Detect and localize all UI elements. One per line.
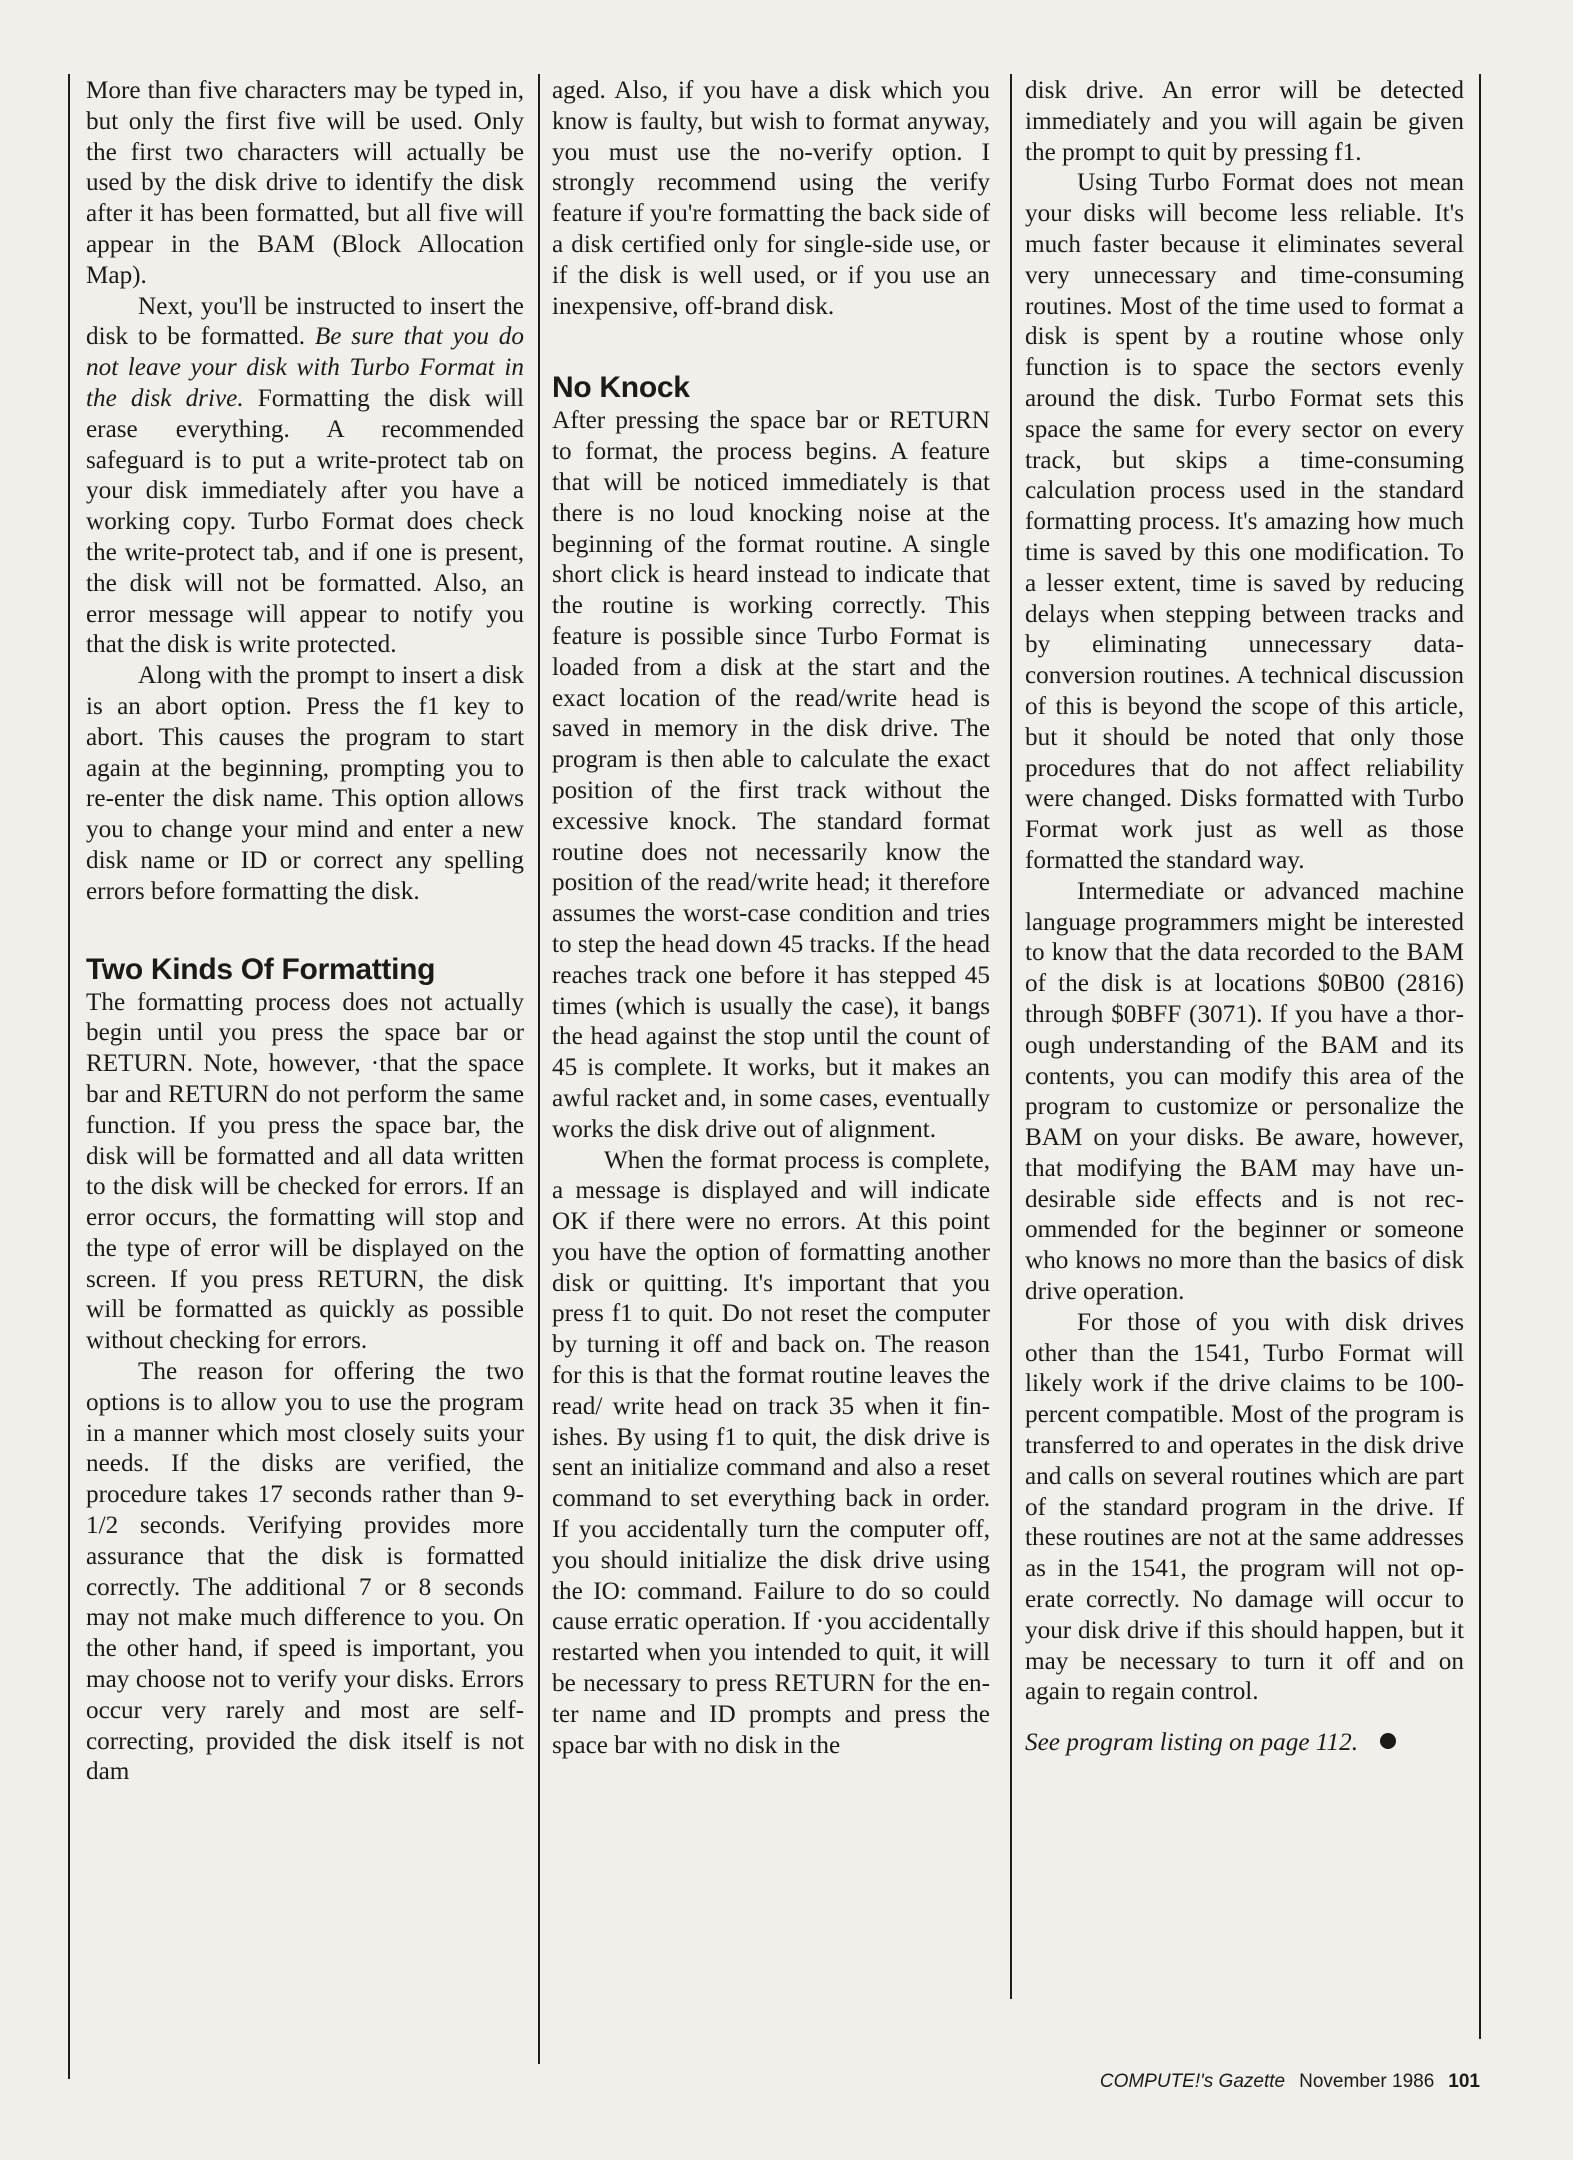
paragraph: Along with the prompt to insert a disk is an abort option. Press the f1 key to abort. This causes the program to start again at the beginning, prompting you to re-enter the disk name. This option allows you to change your mind and enter a new disk name or ID or correct any spelling errors before formatting the disk.	[86, 662, 524, 905]
page-number: 101	[1448, 2071, 1480, 2092]
article-column-2	[552, 76, 990, 1761]
text-run: Next, you'll be instructed to insert the disk to be formatted.	[86, 292, 524, 351]
section-heading: Two Kinds Of Formatting	[86, 952, 436, 986]
paragraph: aged. Also, if you have a disk which you know is faulty, but wish to format anyway, you must use the no-verify option. I strongly recommend using the verify feature if you're formatting the back side of a disk certified only for single-side use, or if the disk is well used, or if you use an inexpensive, off-brand disk.	[552, 77, 990, 320]
program-listing-reference	[1025, 1728, 1464, 1759]
spacer	[552, 322, 990, 370]
column-rule-middle-1	[538, 74, 540, 2064]
emphasis-text: Be sure that you do not leave your disk with Turbo Format in the disk drive.	[86, 323, 524, 412]
magazine-name: COMPUTE!'s Gazette	[1099, 2071, 1286, 2092]
see-listing-text: See program listing on page 112.	[1025, 1729, 1359, 1757]
column-rule-middle-2	[1010, 74, 1012, 1999]
section-heading: No Knock	[552, 371, 690, 405]
paragraph	[86, 292, 524, 662]
column-rule-left	[68, 74, 70, 2079]
paragraph: disk drive. An error will be detected immediately and you will again be given the prompt to quit by pressing f1.	[1025, 77, 1464, 166]
article-column-1	[86, 76, 524, 1788]
paragraph: After pressing the space bar or RETURN to format, the process begins. A feature that will be noticed immediately is that there is no loud knocking noise at the beginning of the format routine. A single short click is heard instead to indicate that the routine is working correctly. This feature is possible since Turbo Format is loaded from a disk at the start and the exact location of the read/write head is saved in memory in the disk drive. The program is then able to calculate the exact position of the first track without the excessive knock. The standard format routine does not necessarily know the position of the read/write head; it therefore assumes the worst-case condition and tries to step the head down 45 tracks. If the head reaches track one before it has stepped 45 times (which is usually the case), it bangs the head against the stop until the count of 45 is complete. It works, but it makes an awful racket and, in some cases, eventually works the disk drive out of alignment.	[552, 407, 990, 1143]
end-of-article-icon	[1380, 1733, 1396, 1749]
paragraph: The reason for offering the two options is to allow you to use the program in a manner which most closely suits your needs. If the disks are verified, the procedure takes 17 seconds rather than 9-1/2 seconds. Verifying provides more assurance that the disk is formatted correctly. The additional 7 or 8 seconds may not make much difference to you. On the other hand, if speed is important, you may choose not to verify your disks. Errors occur very rarely and most are self-correcting, provided the disk itself is not dam	[86, 1358, 524, 1786]
column-rule-right	[1479, 74, 1481, 2039]
paragraph: For those of you with disk drives other than the 1541, Turbo Format will likely work if the drive claims to be 100-percent compatible. Most of the program is transferred to and operates in the disk drive and calls on several routines which are part of the standard program in the drive. If these routines are not at the same addresses as in the 1541, the program will not operate correctly. No damage will occur to your disk drive if this should happen, but it may be necessary to turn it off and on again to regain control.	[1025, 1308, 1464, 1706]
paragraph: Using Turbo Format does not mean your disks will become less reliable. It's much faster because it eliminates several very unnecessary and time-consuming routines. Most of the time used to format a disk is spent by a routine whose only function is to space the sectors evenly around the disk. Turbo Format sets this space the same for every sector on every track, but skips a time-consuming calculation process used in the standard formatting process. It's amazing how much time is saved by this one modification. To a lesser extent, time is saved by reducing delays when stepping between tracks and by eliminating unnecessary data-conversion routines. A technical discussion of this is beyond the scope of this article, but it should be noted that only those procedures that do not affect reliability were changed. Disks formatted with Turbo Format work just as well as those formatted the standard way.	[1025, 169, 1464, 874]
paragraph: When the format process is complete, a message is displayed and will indicate OK if there were no errors. At this point you have the option of formatting another disk or quitting. It's important that you press f1 to quit. Do not reset the computer by turning it off and back on. The reason for this is that the format routine leaves the read/ write head on track 35 when it finishes. By using f1 to quit, the disk drive is sent an initialize command and also a reset command to set everything back in order. If you accidentally turn the computer off, you should initialize the disk drive using the IO: command. Failure to do so could cause erratic operation. If ·you accidentally restarted when you intended to quit, it will be necessary to press RETURN for the enter name and ID prompts and press the space bar with no disk in the	[552, 1146, 990, 1759]
spacer	[86, 908, 524, 952]
text-run: Formatting the disk will erase everything. A recommended safeguard is to put a write-protect tab on your disk immediately after you have a working copy. Turbo Format does check the write-protect tab, and if one is present, the disk will not be formatted. Also, an error message will appear to notify you that the disk is write protected.	[86, 384, 524, 659]
paragraph: Intermediate or advanced machine language programmers might be interested to know that the data recorded to the BAM of the disk is at locations $0B00 (2816) through $0BFF (3071). If you have a thorough understanding of the BAM and its contents, you can modify this area of the program to customize or personalize the BAM on your disks. Be aware, however, that modifying the BAM may have undesirable side effects and is not recommended for the beginner or someone who knows no more than the basics of disk drive operation.	[1025, 877, 1464, 1306]
paragraph: The formatting process does not actually begin until you press the space bar or RETURN. Note, however, ·that the space bar and RETURN do not perform the same function. If you press the space bar, the disk will be formatted and all data written to the disk will be checked for errors. If an error occurs, the formatting will stop and the type of error will be displayed on the screen. If you press RETURN, the disk will be formatted as quickly as possible without checking for errors.	[86, 988, 524, 1355]
page-footer	[1084, 2071, 1480, 2093]
paragraph: More than five characters may be typed in, but only the first five will be used. Only the first two characters will actually be used by the disk drive to identify the disk after it has been formatted, but all five will appear in the BAM (Block Allocation Map).	[86, 77, 524, 289]
issue-date: November 1986	[1299, 2071, 1435, 2092]
article-column-3	[1025, 76, 1464, 1759]
